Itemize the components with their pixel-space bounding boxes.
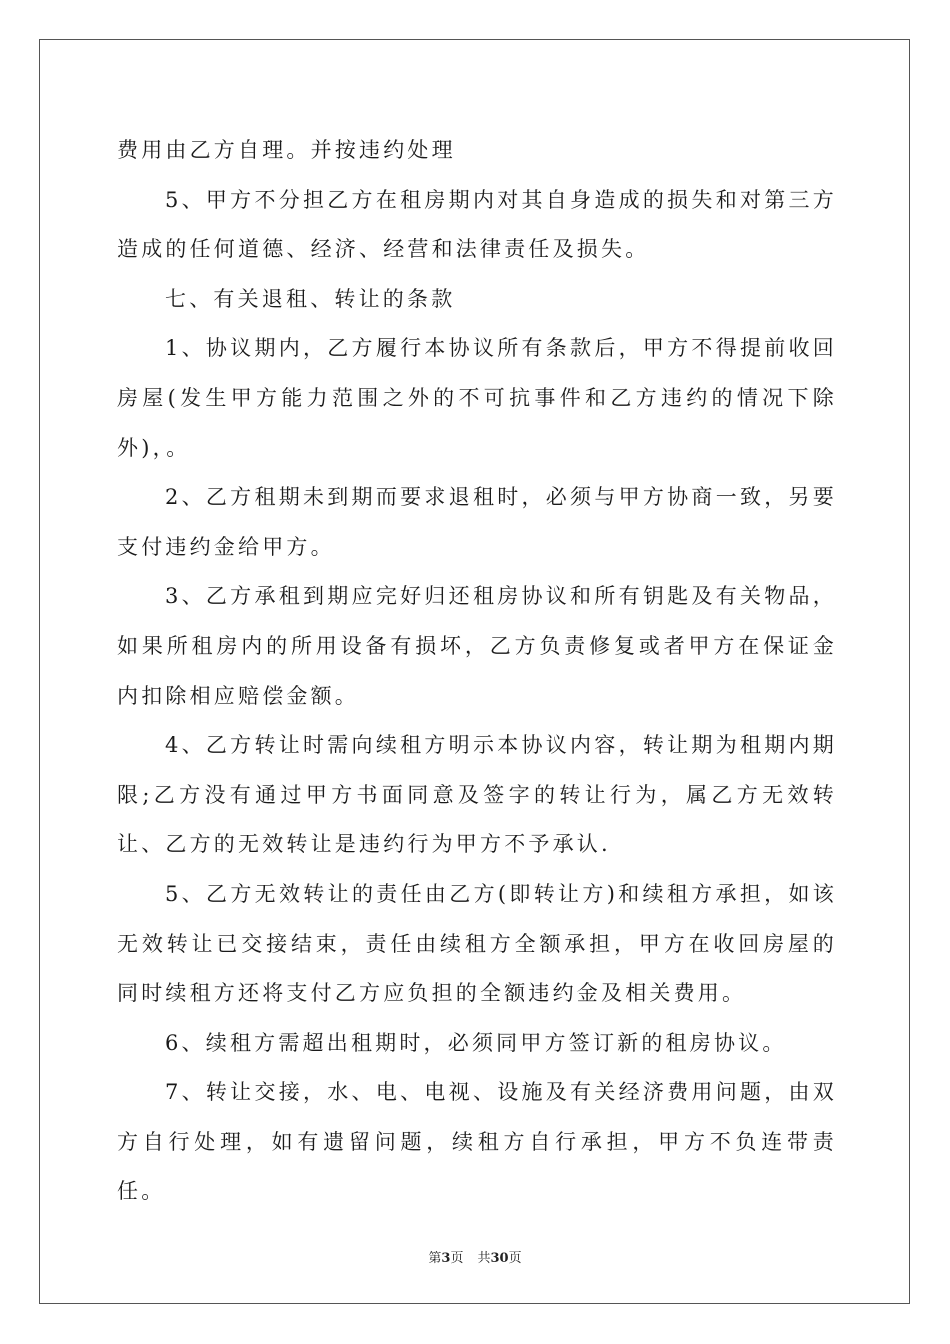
document-body bbox=[117, 126, 837, 1217]
paragraph-8: 5、乙方无效转让的责任由乙方(即转让方)和续租方承担，如该无效转让已交接结束，责任由续租方全额承担，甲方在收回房屋的同时续租方还将支付乙方应负担的全额违约金及相关费用。 bbox=[117, 881, 837, 1006]
paragraph-5: 2、乙方租期未到期而要求退租时，必须与甲方协商一致，另要支付违约金给甲方。 bbox=[117, 485, 837, 559]
page-footer bbox=[0, 1247, 950, 1266]
section-heading: 七、有关退租、转让的条款 bbox=[165, 286, 456, 311]
paragraph-1: 费用由乙方自理。并按违约处理 bbox=[117, 138, 456, 162]
total-suffix: 页 bbox=[508, 1251, 522, 1266]
paragraph-2: 5、甲方不分担乙方在租房期内对其自身造成的损失和对第三方造成的任何道德、经济、经营和法律责任及损失。 bbox=[117, 187, 837, 262]
total-prefix: 共 bbox=[477, 1251, 491, 1266]
paragraph-7: 4、乙方转让时需向续租方明示本协议内容，转让期为租期内期限;乙方没有通过甲方书面同意及签字的转让行为，属乙方无效转让、乙方的无效转让是违约行为甲方不予承认. bbox=[117, 733, 837, 857]
paragraph-6: 3、乙方承租到期应完好归还租房协议和所有钥匙及有关物品，如果所租房内的所用设备有损坏，乙方负责修复或者甲方在保证金内扣除相应赔偿金额。 bbox=[117, 584, 837, 708]
page-number: 3 bbox=[441, 1251, 451, 1266]
page-suffix: 页 bbox=[450, 1251, 464, 1266]
paragraph-9: 6、续租方需超出租期时，必须同甲方签订新的租房协议。 bbox=[165, 1030, 787, 1055]
page-prefix: 第 bbox=[428, 1251, 442, 1266]
paragraph-10: 7、转让交接，水、电、电视、设施及有关经济费用问题，由双方自行处理，如有遗留问题，续租方自行承担，甲方不负连带责任。 bbox=[117, 1080, 837, 1204]
paragraph-4: 1、协议期内，乙方履行本协议所有条款后，甲方不得提前收回房屋(发生甲方能力范围之外的不可抗事件和乙方违约的情况下除外)，。 bbox=[117, 336, 837, 460]
total-pages: 30 bbox=[490, 1251, 509, 1266]
